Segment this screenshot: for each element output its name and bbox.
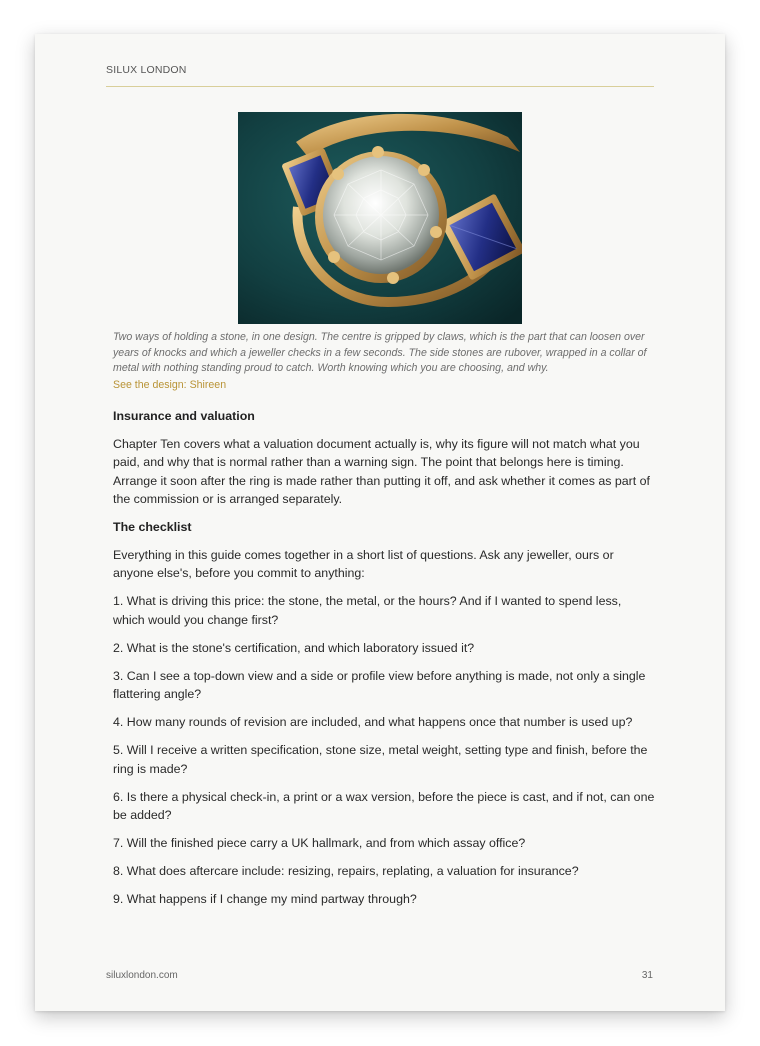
footer-website: siluxlondon.com [106, 970, 178, 981]
document-page [35, 34, 725, 1011]
main-content [113, 407, 655, 918]
checklist-item: 6. Is there a physical check-in, a print or a wax version, before the piece is cast, and if not, can one be added? [113, 789, 655, 822]
ring-photo [238, 112, 522, 324]
checklist-intro: Everything in this guide comes together in a short list of questions. Ask any jeweller, ours or anyone else's, before you commit to anything: [113, 547, 614, 580]
checklist-item: 3. Can I see a top-down view and a side or profile view before anything is made, not only a single flattering angle? [113, 668, 646, 701]
brand-header: SILUX LONDON [106, 64, 187, 76]
page-number: 31 [641, 970, 653, 981]
header-rule [106, 86, 654, 87]
checklist-item: 9. What happens if I change my mind partway through? [113, 892, 417, 906]
checklist-item: 2. What is the stone's certification, and which laboratory issued it? [113, 640, 475, 655]
checklist-item: 5. Will I receive a written specification, stone size, metal weight, setting type and finish, before the ring is made? [113, 743, 648, 776]
see-design-link[interactable]: See the design: Shireen [113, 379, 227, 391]
insurance-paragraph: Chapter Ten covers what a valuation document actually is, why its figure will not match what you paid, and why that is normal rather than a warning sign. The point that belongs here is timing. Arrange it soon after the ring is made rather than putting it off, and ask whether it comes as part of the commission or is arranged separately. [113, 436, 650, 506]
checklist-item: 4. How many rounds of revision are included, and what happens once that number is used up? [113, 715, 633, 729]
checklist-item: 7. Will the finished piece carry a UK hallmark, and from which assay office? [113, 836, 526, 850]
checklist-item: 8. What does aftercare include: resizing, repairs, replating, a valuation for insurance? [113, 864, 579, 878]
checklist-item: 1. What is driving this price: the stone, the metal, or the hours? And if I wanted to spend less, which would you change first? [113, 594, 622, 627]
checklist-heading: The checklist [113, 520, 192, 534]
figure-caption: Two ways of holding a stone, in one design. The centre is gripped by claws, which is the part that can loosen over years of knocks and which a jeweller checks in a few seconds. The side stones are rubover, wrapped in a collar of metal with nothing standing proud to catch. Worth knowing which you are choosing, and why. [113, 331, 647, 374]
insurance-heading: Insurance and valuation [113, 409, 255, 423]
